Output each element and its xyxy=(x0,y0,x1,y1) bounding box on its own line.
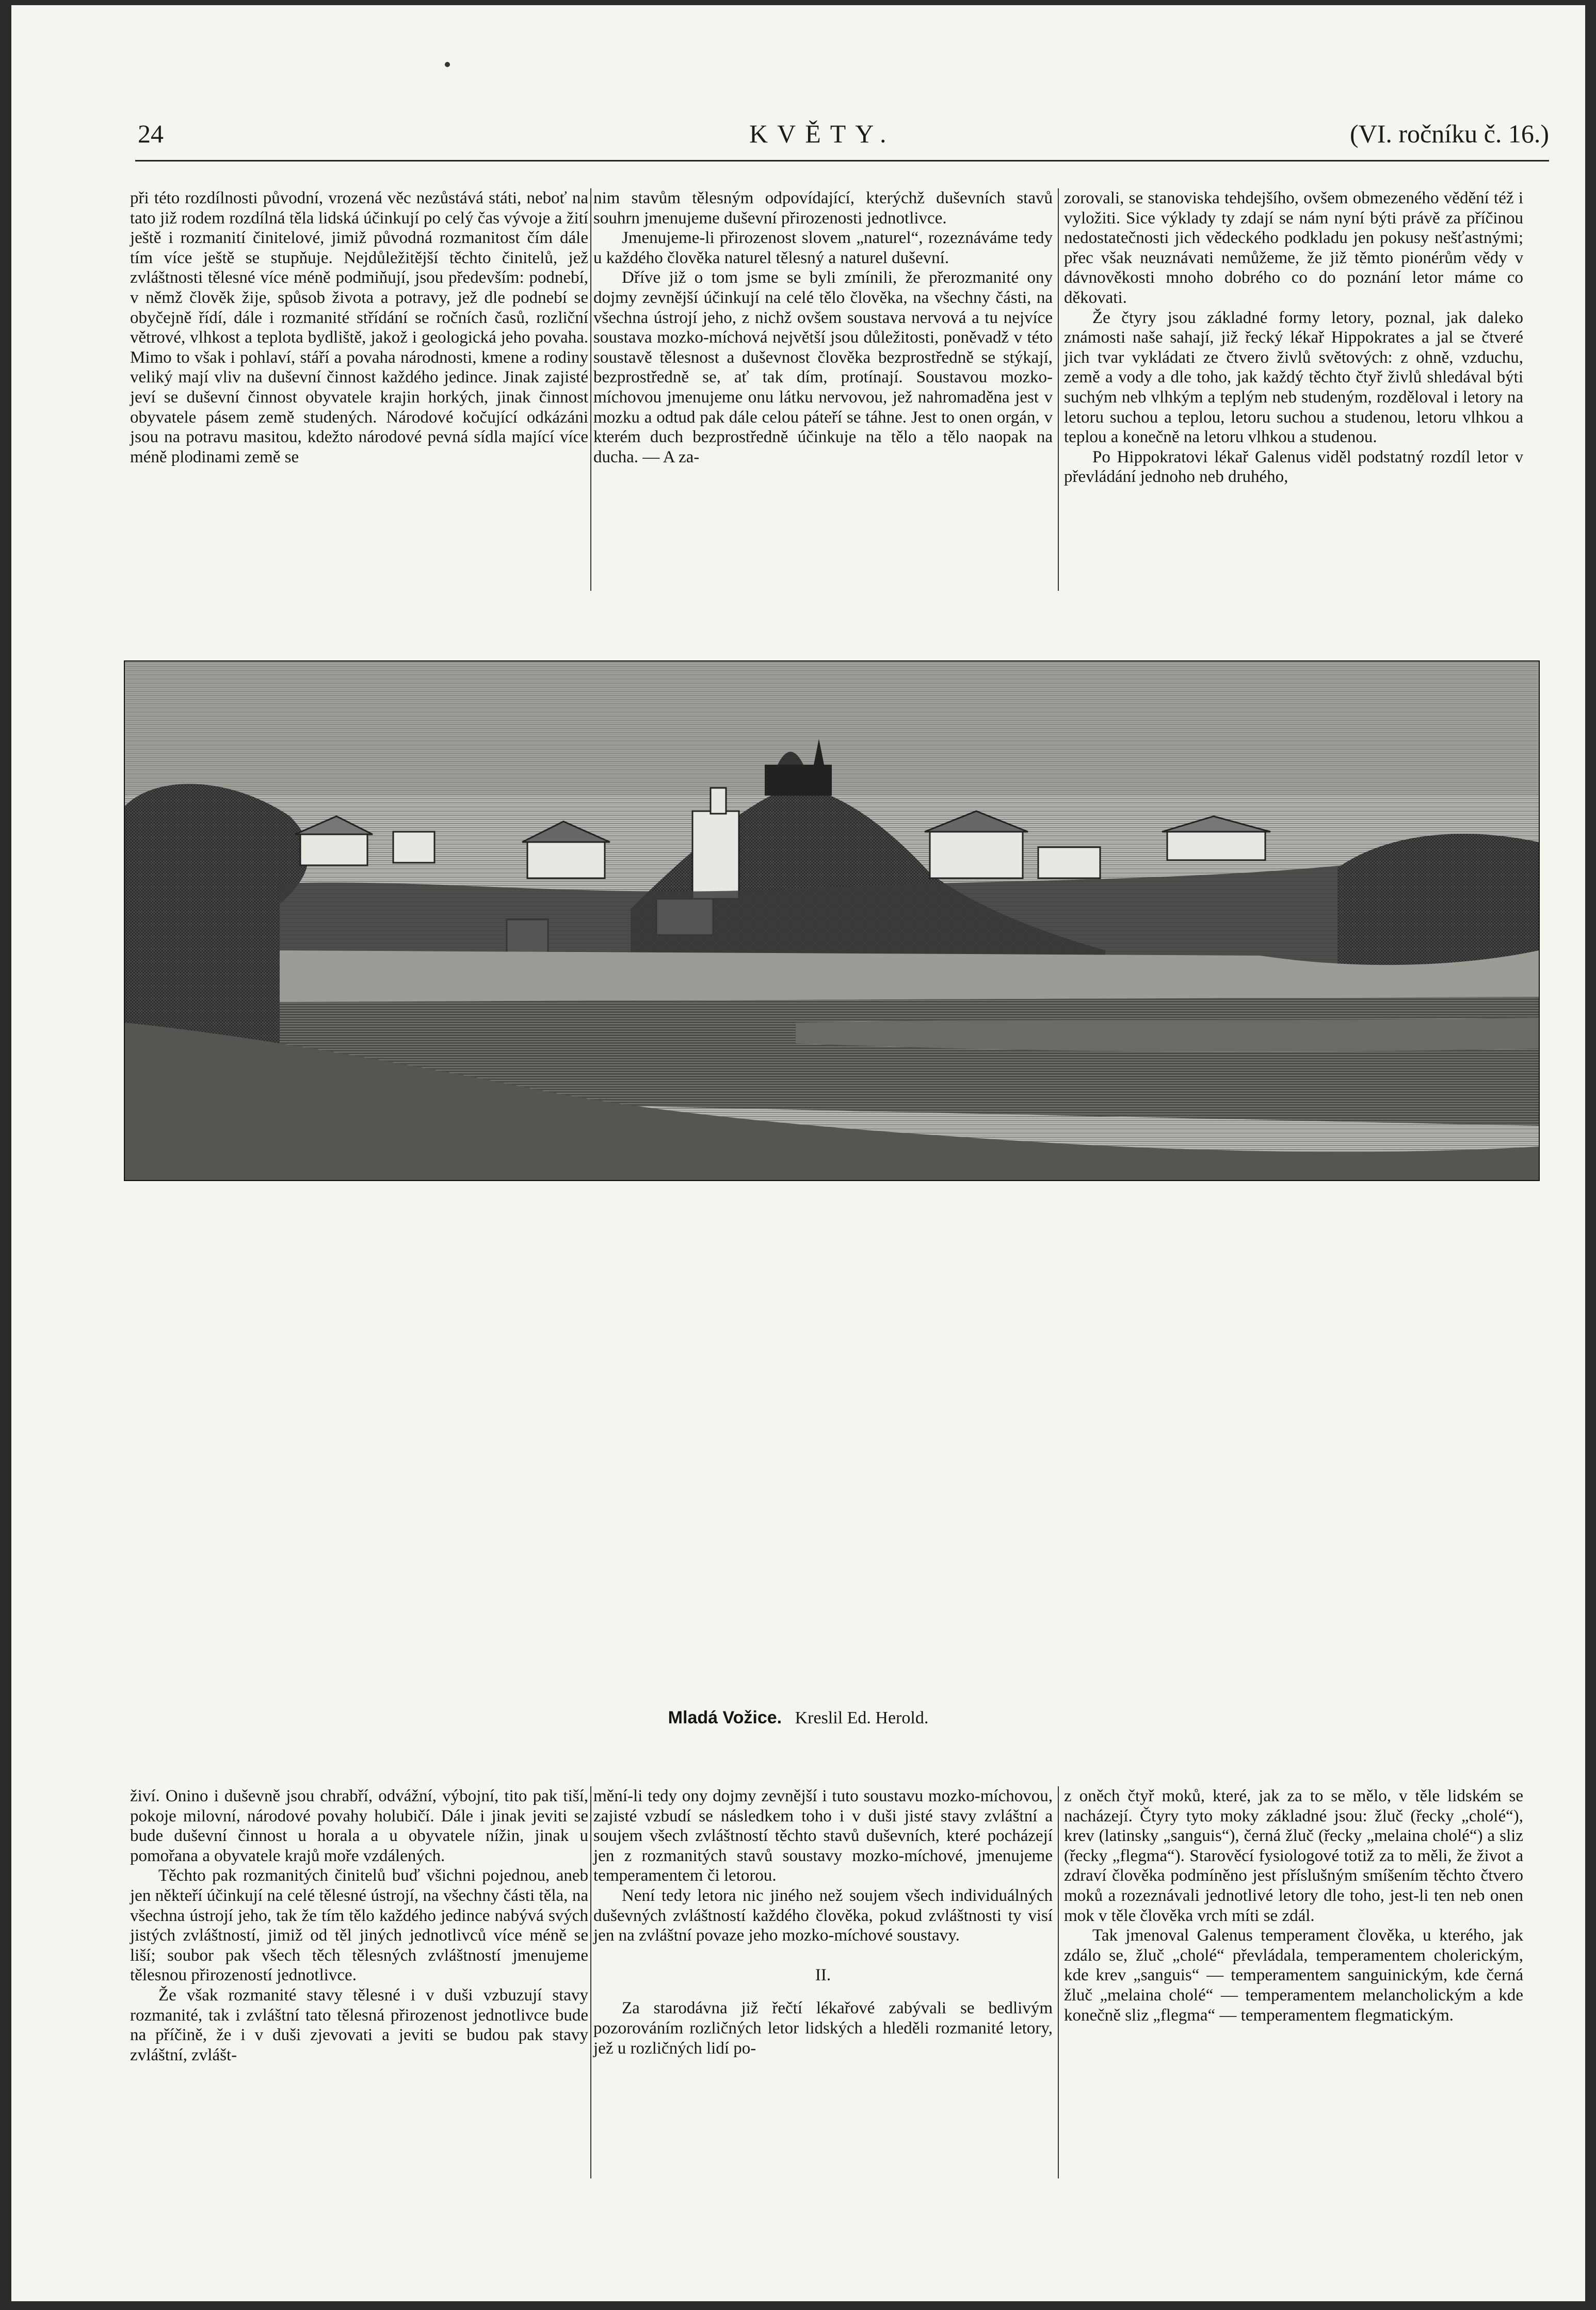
paragraph: Těchto pak rozmanitých činitelů buď všichni pojednou, aneb jen někteří účinkují na celé tělesné ústrojí, na všechny části těla, na všechna ústrojí jeho, tak že tím tělo každého jedince nabývá svých jistých zvláštností, jimiž od těl jiných jednotlivců více méně se liší; soubor pak všech těch tělesných zvláštností jmenujeme tělesnou přirozeností jednotlivce. xyxy=(130,1866,588,1985)
section-heading: II. xyxy=(815,1965,831,1984)
engraving-mlada-vozice xyxy=(124,660,1540,1181)
column-divider xyxy=(590,1786,591,2178)
page-number: 24 xyxy=(138,119,164,148)
column-divider xyxy=(1058,1786,1059,2178)
illustration-caption xyxy=(11,1708,1585,1728)
header-rule xyxy=(135,160,1549,161)
paragraph: zorovali, se stanoviska tehdejšího, ovšem obmezeného vědění též i vyložiti. Sice výklady ty zdají se nám nyní býti právě za příčinou nedostatečnosti jich vědeckého podkladu jen pokusy nešťastnými; přec však neuznávati nemůžeme, že již těmto pionérům vědy v dávnověkosti mnoho dobrého co do poznání letor máme co děkovati. xyxy=(1064,189,1523,307)
paragraph: Tak jmenoval Galenus temperament člověka, u kterého, jak zdálo se, žluč „cholé“ převládala, temperamentem cholerickým, kde krev „sanguis“ — temperamentem sanguinickým, kde černá žluč „melaina cholé“ — temperamentem melancholickým a kde konečně sliz „flegma“ — temperamentem flegmatickým. xyxy=(1064,1926,1523,2025)
paragraph: mění-li tedy ony dojmy zevnější i tuto soustavu mozko-míchovou, zajisté vzbudí se následkem toho i v duši jisté stavy zvláštní a soujem všech zvláštností těchto stavů duševních, které pocházejí jen z rozmanitých stavů soustavy mozko-míchové, jmenujeme temperamentem či letorou. xyxy=(593,1787,1053,1885)
paragraph: Není tedy letora nic jiného než soujem všech individuálných duševných zvláštností každého člověka, pokud zvláštnosti ty visí jen na zvláštní povaze jeho mozko-míchové soustavy. xyxy=(593,1886,1053,1945)
paragraph: Po Hippokratovi lékař Galenus viděl podstatný rozdíl letor v převládání jednoho neb druhého, xyxy=(1064,447,1523,487)
newspaper-page xyxy=(11,5,1585,2301)
paragraph: nim stavům tělesným odpovídající, kterýchž duševních stavů souhrn jmenujeme duševní přirozenosti jednotlivce. xyxy=(593,189,1053,228)
bottom-column-2 xyxy=(593,1786,1053,2058)
paragraph: z oněch čtyř moků, které, jak za to se mělo, v těle lidském se nacházejí. Čtyry tyto moky základné jsou: žluč (řecky „cholé“), krev (latinsky „sanguis“), černá žluč (řecky „melaina cholé“) a sliz (řecky „flegma“). Starověcí fysiologové totiž za to měli, že život a zdraví člověka podmíněno jest příslušným smíšením těchto čtvero moků a rozeznávali jednotlivé letory dle toho, jest-li ten neb onen mok v těle člověka vrch míti se zdál. xyxy=(1064,1787,1523,1925)
paragraph: Za starodávna již řečtí lékařové zabývali se bedlivým pozorováním rozličných letor lidských a hleděli rozmanité letory, jež u rozličných lidí po- xyxy=(593,1999,1053,2058)
top-column-3 xyxy=(1064,188,1523,487)
bottom-column-3 xyxy=(1064,1786,1523,2025)
ink-speck xyxy=(445,62,450,67)
caption-title: Mladá Vožice. xyxy=(668,1708,782,1727)
top-column-2 xyxy=(593,188,1053,467)
paragraph: Jmenujeme-li přirozenost slovem „naturel“, rozeznáváme tedy u každého člověka naturel tělesný a naturel duševní. xyxy=(593,229,1053,267)
journal-title: KVĚTY. xyxy=(749,119,896,148)
column-divider xyxy=(590,188,591,591)
paragraph: živí. Onino i duševně jsou chrabří, odvážní, výbojní, tito pak tiší, pokoje milovní, národové povahy holubičí. Dále i jinak jeviti se bude duševní činnost u horala a u obyvatele nížin, jinak u pomořana a obyvatele krajů moře vzdálených. xyxy=(130,1787,588,1865)
bottom-column-1 xyxy=(130,1786,588,2065)
paragraph: Že čtyry jsou základné formy letory, poznal, jak daleko známosti naše sahají, již řecký lékař Hippokrates a jal se čtveré jich tvar vykládati ze čtvero živlů světových: z ohně, vzduchu, země a vody a dle toho, jak každý těchto čtyř živlů shledával býti suchým neb vlhkým a teplým neb studeným, rozděloval i letory na letoru suchou a teplou, letoru suchou a studenou, letoru vlhkou a teplou a konečně na letoru vlhkou a studenou. xyxy=(1064,308,1523,447)
paragraph: Dříve již o tom jsme se byli zmínili, že přerozmanité ony dojmy zevnější účinkují na celé tělo člověka, na všechny části, na všechna ústrojí jeho, z nichž ovšem soustava nervová a tu nejvíce soustava mozko-míchová největší jsou důležitosti, poněvadž v této soustavě tělesnost a duševnost člověka bezprostředně se stýkají, bezprostředně se, ať tak dím, protínají. Soustavou mozko-míchovou jmenujeme onu látku nervovou, jež nahromaděna jest v mozku a odtud pak dále celou páteří se táhne. Jest to onen orgán, v kterém duch bezprostředně účinkuje na tělo a tělo naopak na ducha. — A za- xyxy=(593,268,1053,466)
volume-info: (VI. ročníku č. 16.) xyxy=(1350,119,1549,148)
column-divider xyxy=(1058,188,1059,591)
caption-credit: Kreslil Ed. Herold. xyxy=(795,1708,929,1727)
paragraph: Že však rozmanité stavy tělesné i v duši vzbuzují stavy rozmanité, tak i zvláštní tato tělesná přirozenost jednotlivce bude na příčině, že i v duši zjevovati a jeviti se budou pak stavy zvláštní, zvlášt- xyxy=(130,1985,588,2064)
paragraph: při této rozdílnosti původní, vrozená věc nezůstává státi, neboť na tato již rodem rozdílná těla lidská účinkují po celý čas vývoje a žití ještě i rozmanití činitelové, jimiž původná rozmanitost čím dále tím více ještě se stupňuje. Nejdůležitější těchto činitelů, jež zvláštnosti tělesné více méně podmiňují, jsou především: podnebí, v němž člověk žije, spůsob života a potravy, jež dle podnebí se obyčejně řídí, dále i rozmanité střídání se ročních časů, rozliční větrové, vlhkost a teplota bydliště, jakož i geologická jeho povaha. Mimo to však i pohlaví, stáří a povaha národnosti, kmene a rodiny veliký mají vliv na duševní činnost každého jedince. Jinak zajisté jeví se duševní činnost obyvatele krajin horkých, jinak činnost obyvatele pásem země studených. Národové kočující odkázáni jsou na potravu masitou, kdežto národové pevná sídla mající více méně plodinami země se xyxy=(130,189,588,466)
top-column-1 xyxy=(130,188,588,467)
